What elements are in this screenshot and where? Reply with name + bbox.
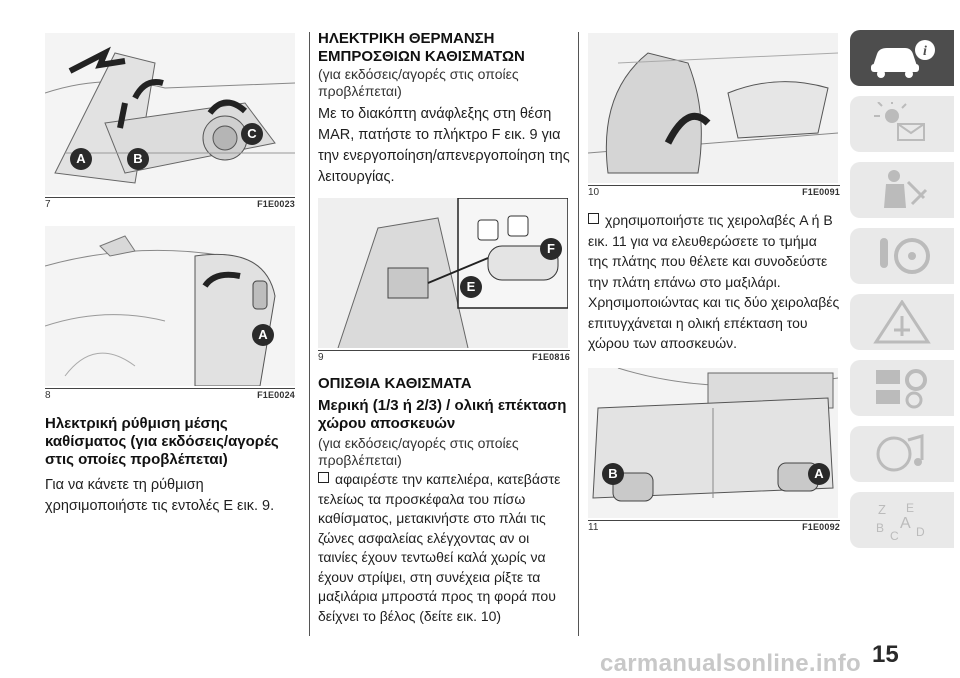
maintenance-icon: [872, 366, 932, 410]
lumbar-body: Για να κάνετε τη ρύθμιση χρησιμοποιήστε τις εντολές E εικ. 9.: [45, 477, 275, 514]
figure-code: F1E0816: [532, 352, 570, 362]
label-c: C: [241, 123, 263, 145]
tab-maintenance[interactable]: [850, 360, 954, 416]
label-f: F: [540, 238, 562, 260]
safety-icon: [872, 168, 932, 212]
tab-multimedia[interactable]: [850, 426, 954, 482]
emergency-icon: [872, 300, 932, 344]
heated-seats-body: Με το διακόπτη ανάφλεξης στη θέση MAR, πατήστε το πλήκτρο F εικ. 9 για την ενεργοποίηση/απενεργοποίηση της λειτουργίας.: [318, 106, 570, 185]
svg-text:A: A: [900, 515, 911, 532]
label-e: E: [460, 276, 482, 298]
svg-text:i: i: [923, 44, 927, 59]
label-a: A: [252, 324, 274, 346]
figure-9-caption: [318, 350, 570, 363]
watermark: carmanualsonline.info: [600, 650, 862, 677]
fold-seat-illustration: [588, 33, 838, 183]
console-switches-illustration: [318, 198, 568, 348]
heated-seats-heading: ΗΛΕΚΤΡΙΚΗ ΘΕΡΜΑΝΣΗ ΕΜΠΡΟΣΘΙΩΝ ΚΑΘΙΣΜΑΤΩΝ: [318, 30, 525, 65]
label-b: B: [602, 463, 624, 485]
svg-text:D: D: [916, 525, 925, 539]
figure-number: 9: [318, 352, 324, 363]
tab-safety[interactable]: [850, 162, 954, 218]
figure-8: [45, 226, 295, 401]
availability-note: (για εκδόσεις/αγορές στις οποίες προβλέπεται): [318, 66, 519, 99]
figure-11: [588, 368, 840, 533]
lumbar-illustration: [45, 226, 295, 386]
availability-note: (για εκδόσεις/αγορές στις οποίες προβλέπεται): [318, 435, 519, 468]
page-number: 15: [872, 641, 899, 668]
figure-7: [45, 33, 295, 210]
checkbox-bullet-icon: [318, 472, 329, 483]
figure-number: 10: [588, 187, 600, 198]
step-1: [318, 470, 570, 626]
figure-number: 11: [588, 521, 599, 533]
tab-starting-driving[interactable]: [850, 228, 954, 284]
label-a: A: [70, 148, 92, 170]
chapter-tabs: [850, 30, 960, 558]
tab-index[interactable]: [850, 492, 954, 548]
column-divider: [578, 32, 579, 636]
label-b: B: [127, 148, 149, 170]
starting-driving-icon: [872, 234, 932, 278]
figure-10-caption: [588, 185, 840, 198]
figure-9: [318, 198, 570, 363]
column-1: [45, 0, 295, 517]
step-1-text: αφαιρέστε την καπελιέρα, κατεβάστε τελείως τα προσκέφαλα του πίσω καθίσματος, μετακινήστε στο πλάι τις ζώνες ασφαλείας ελέγχοντας αν οι ταινίες έχουν τεντωθεί καλά χωρίς να έχουν στρίψει, στη συνέχεια ρίξτε τα μαξιλάρια μπροστά προς τη φορά που δείχνει το βέλος (δείτε εικ. 10): [318, 471, 561, 624]
svg-text:B: B: [876, 521, 885, 535]
tab-car-info[interactable]: [850, 30, 954, 86]
lumbar-heading: Ηλεκτρική ρύθμιση μέσης καθίσματος (για εκδόσεις/αγορές στις οποίες προβλέπεται): [45, 415, 279, 468]
svg-text:C: C: [890, 529, 899, 542]
figure-code: F1E0091: [802, 187, 840, 197]
figure-code: F1E0092: [802, 521, 840, 532]
step-2-text: χρησιμοποιήστε τις χειρολαβές A ή B εικ. 11 για να ελευθερώσετε το τμήμα της πλάτης που θέλετε και συνοδεύστε την πλάτη επάνω στο μαξιλάρι. Χρησιμοποιώντας και τις δύο χειρολαβές επιτυγχάνεται η ολική επέκταση του χώρου των αποσκευών.: [588, 212, 840, 351]
seat-adjust-illustration: [45, 33, 295, 195]
car-info-icon: [867, 36, 937, 80]
multimedia-icon: [872, 432, 932, 476]
step-2: [588, 210, 840, 354]
column-divider: [309, 32, 310, 636]
figure-code: F1E0024: [257, 390, 295, 400]
luggage-extension-heading: Μερική (1/3 ή 2/3) / ολική επέκταση χώρου αποσκευών: [318, 397, 567, 432]
tab-emergency[interactable]: [850, 294, 954, 350]
warning-lights-icon: [872, 102, 932, 146]
svg-text:E: E: [906, 501, 915, 515]
label-a: A: [808, 463, 830, 485]
figure-11-caption: [588, 520, 840, 533]
figure-8-caption: [45, 388, 295, 401]
figure-10: [588, 33, 840, 198]
column-2: [318, 0, 570, 626]
figure-7-caption: [45, 197, 295, 210]
column-3: [588, 0, 840, 533]
index-icon: [872, 498, 932, 542]
svg-text:Z: Z: [878, 502, 886, 517]
rear-seats-heading: ΟΠΙΣΘΙΑ ΚΑΘΙΣΜΑΤΑ: [318, 375, 472, 392]
figure-number: 8: [45, 390, 51, 401]
figure-number: 7: [45, 199, 51, 210]
rear-seat-release-illustration: [588, 368, 838, 518]
checkbox-bullet-icon: [588, 213, 599, 224]
figure-code: F1E0023: [257, 199, 295, 209]
tab-warning-lights[interactable]: [850, 96, 954, 152]
